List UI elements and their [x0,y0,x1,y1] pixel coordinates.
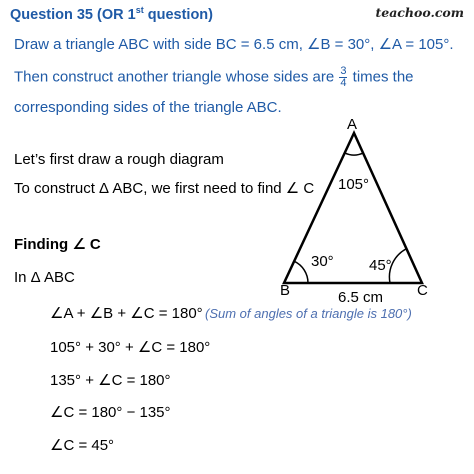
angle-a-label: 105° [338,176,370,193]
question-title-sup: st [135,5,144,15]
question-line-2-start: Then construct another triangle whose sides are [14,68,339,86]
fraction-numerator: 3 [340,65,347,77]
question-line-3: corresponding sides of the triangle ABC. [14,99,282,116]
step-line: ∠C = 180° − 135° [50,404,171,421]
fraction-denominator: 4 [340,77,347,89]
question-line-2-end: times the [348,68,414,86]
question-title-prefix: Question 35 (OR 1 [10,6,136,23]
angle-sum-note: (Sum of angles of a triangle is 180°) [205,306,412,321]
rough-diagram-text: Let’s first draw a rough diagram [14,151,224,168]
vertex-c-label: C [417,282,428,299]
side-bc-label: 6.5 cm [338,289,384,306]
finding-heading: Finding ∠ C [14,236,101,253]
vertex-a-label: A [347,116,358,133]
angle-c-arc [389,249,406,283]
step-line: ∠C = 45° [50,437,115,454]
construct-text: To construct Δ ABC, we first need to find ∠ C [14,180,315,197]
step-line: ∠A + ∠B + ∠C = 180° [50,305,203,322]
angle-a-arc [345,153,364,155]
in-triangle-text: In Δ ABC [14,269,75,286]
angle-b-arc [294,261,308,283]
angle-c-label: 45° [369,257,392,274]
brand-logo: teachoo.com [375,5,464,20]
angle-b-label: 30° [311,253,334,270]
question-title-suffix: question) [143,6,213,23]
question-line-1: Draw a triangle ABC with side BC = 6.5 cm, ∠B = 30°, ∠A = 105°. [14,36,454,53]
vertex-b-label: B [280,282,291,299]
step-line: 135° + ∠C = 180° [50,372,171,389]
step-line: 105° + 30° + ∠C = 180° [50,339,211,356]
